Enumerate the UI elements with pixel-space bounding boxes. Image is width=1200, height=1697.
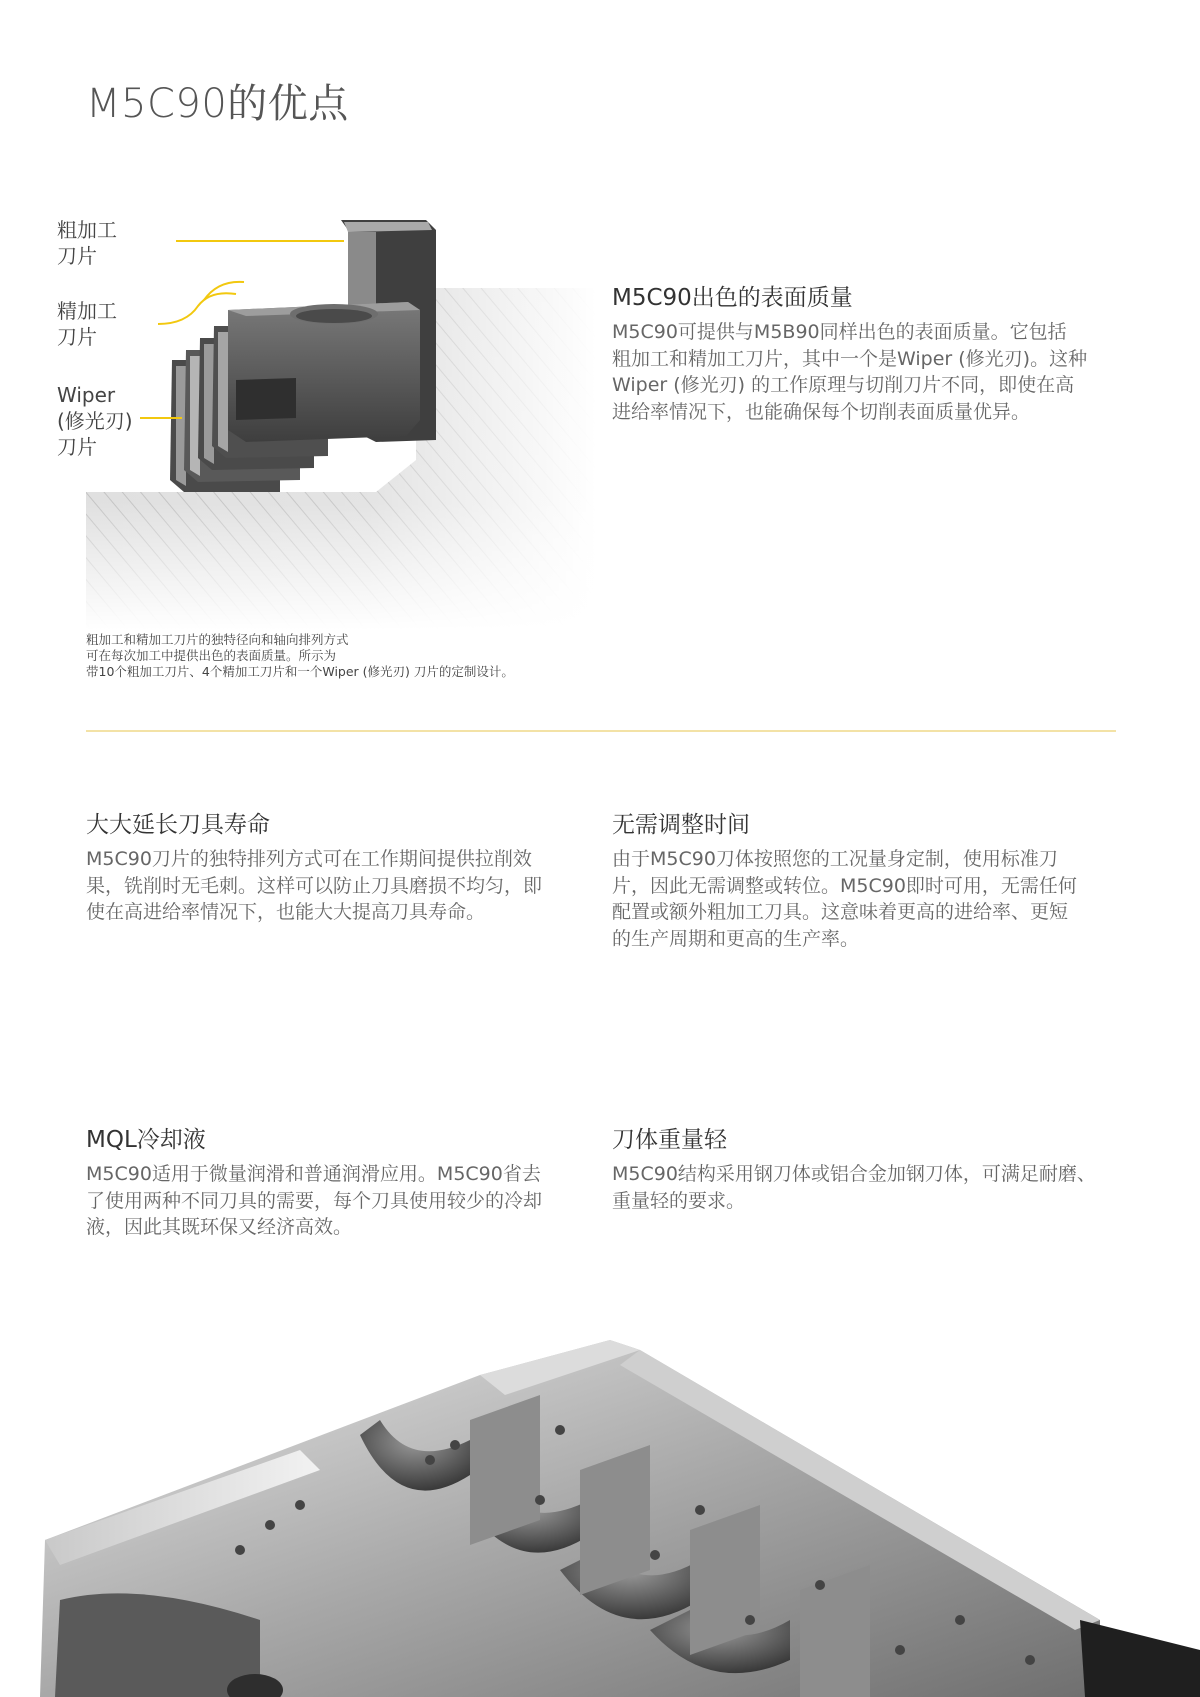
section-title: MQL冷却液 — [86, 1127, 206, 1153]
section-light-body — [612, 1125, 1132, 1214]
front-insert-shape — [228, 302, 420, 442]
section-body: M5C90结构采用钢刀体或铝合金加钢刀体，可满足耐磨、 重量轻的要求。 — [612, 1163, 1096, 1212]
insert-arrangement-illustration — [86, 210, 596, 630]
section-body: M5C90可提供与M5B90同样出色的表面质量。它包括 粗加工和精加工刀片，其中一个是Wiper (修光刃)。这种 Wiper (修光刃) 的工作原理与切削刀片不同，即使在高 进给率情况下，也能确保每个切削表面质量优异。 — [612, 321, 1088, 423]
section-body: M5C90刀片的独特排列方式可在工作期间提供拉削效 果，铣削时无毛刺。这样可以防止刀具磨损不均匀，即 使在高进给率情况下，也能大大提高刀具寿命。 — [86, 848, 543, 923]
roughing-insert-label: 粗加工 刀片 — [57, 218, 117, 268]
section-title: 刀体重量轻 — [612, 1127, 727, 1153]
wiper-insert-label: Wiper (修光刃) 刀片 — [57, 383, 133, 459]
section-title: 无需调整时间 — [612, 812, 750, 838]
section-no-adjustment — [612, 810, 1102, 952]
divider-line — [86, 730, 1116, 732]
section-title: M5C90出色的表面质量 — [612, 285, 853, 311]
section-mql-coolant — [86, 1125, 576, 1241]
engine-block-image — [0, 1320, 1200, 1697]
finishing-insert-label: 精加工 刀片 — [57, 299, 117, 349]
section-tool-life — [86, 810, 576, 926]
figure-caption: 粗加工和精加工刀片的独特径向和轴向排列方式 可在每次加工中提供出色的表面质量。所示为 带10个粗加工刀片、4个精加工刀片和一个Wiper (修光刃) 刀片的定制设计。 — [86, 632, 514, 679]
section-body: 由于M5C90刀体按照您的工况量身定制，使用标准刀 片，因此无需调整或转位。M5C90即时可用，无需任何 配置或额外粗加工刀具。这意味着更高的进给率、更短 的生产周期和更高的生产率。 — [612, 848, 1077, 950]
section-body: M5C90适用于微量润滑和普通润滑应用。M5C90省去 了使用两种不同刀具的需要，每个刀具使用较少的冷却 液，因此其既环保又经济高效。 — [86, 1163, 543, 1238]
page-title: M5C90的优点 — [86, 81, 349, 127]
section-surface-quality — [612, 283, 1102, 425]
section-title: 大大延长刀具寿命 — [86, 812, 270, 838]
